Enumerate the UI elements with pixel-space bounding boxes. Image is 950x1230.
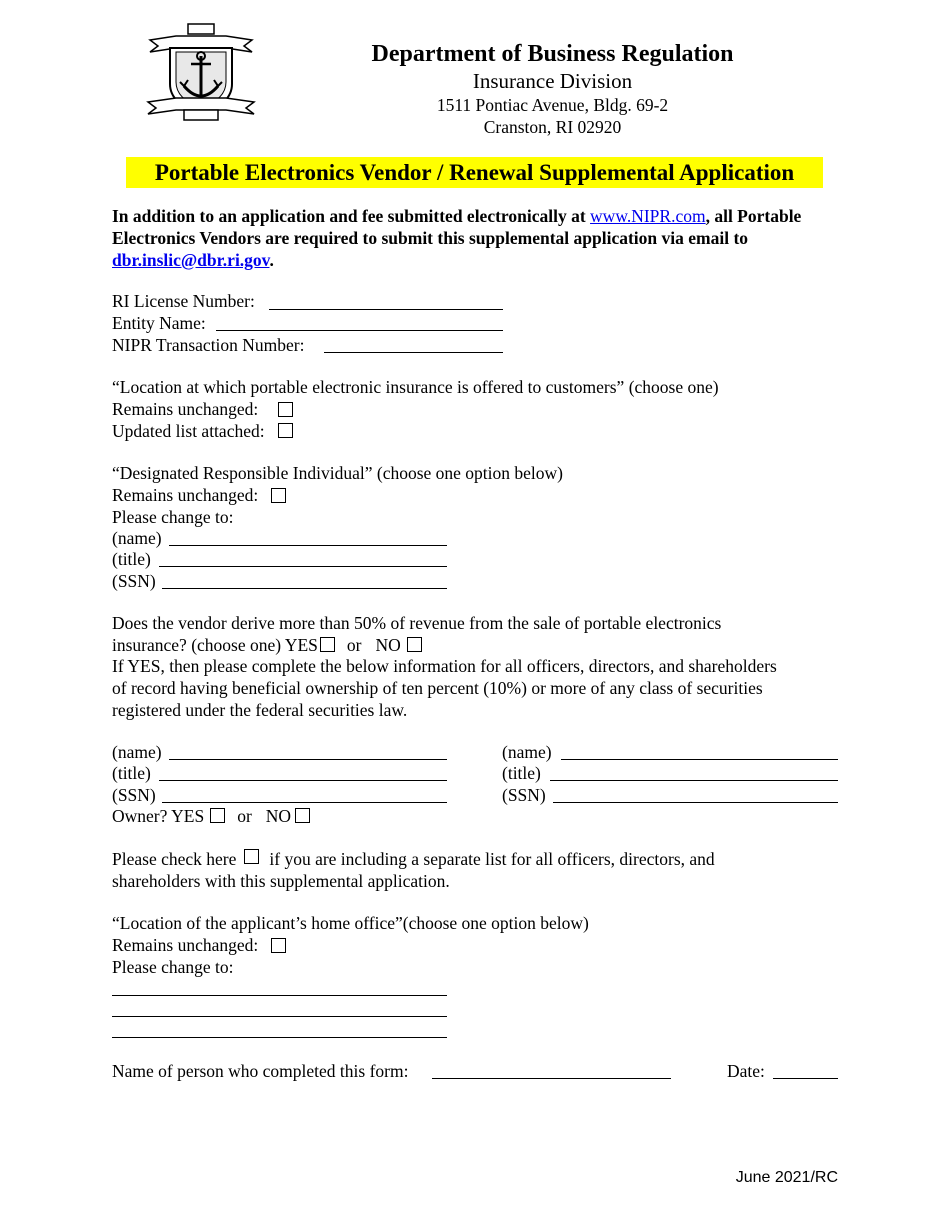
home-office-question: “Location of the applicant’s home office”(choose one option below) (112, 913, 589, 933)
intro-text-1: In addition to an application and fee submitted electronically at (112, 206, 591, 226)
license-number-label: RI License Number: (112, 291, 255, 311)
separate-list-text-2: if you are including a separate list for all officers, directors, and (269, 849, 715, 869)
intro-text-3: . (269, 250, 274, 270)
dri-title-field[interactable] (159, 566, 447, 567)
dri-unchanged-label: Remains unchanged: (112, 485, 259, 505)
location-unchanged-checkbox[interactable] (278, 402, 293, 417)
completed-by-field[interactable] (432, 1078, 671, 1079)
department-name: Department of Business Regulation (371, 41, 734, 67)
address-line-2: Cranston, RI 02920 (483, 117, 622, 137)
intro-text-2: , all Portable Electronics Vendors are required to submit this supplemental application via email to (112, 206, 802, 248)
nipr-link[interactable]: www.NIPR.com (590, 206, 706, 226)
nipr-transaction-label: NIPR Transaction Number: (112, 335, 305, 355)
home-office-unchanged-checkbox[interactable] (271, 938, 286, 953)
officer1-name-label: (name) (112, 742, 162, 762)
officer1-ssn-field[interactable] (162, 802, 447, 803)
owner-yes-label: Owner? YES (112, 806, 205, 826)
dri-name-field[interactable] (169, 545, 447, 546)
location-updated-label: Updated list attached: (112, 421, 265, 441)
revenue-question-line2 (112, 634, 422, 656)
if-yes-line3: registered under the federal securities law. (112, 700, 408, 720)
email-link[interactable]: dbr.inslic@dbr.ri.gov (112, 250, 270, 270)
owner-question (112, 805, 310, 827)
dri-name-label: (name) (112, 528, 162, 548)
if-yes-line2: of record having beneficial ownership of ten percent (10%) or more of any class of securities (112, 678, 763, 698)
dri-question: “Designated Responsible Individual” (choose one option below) (112, 463, 564, 483)
separate-list-line2: shareholders with this supplemental application. (112, 871, 450, 891)
intro-paragraph (112, 205, 832, 271)
owner-or-label: or (237, 806, 252, 826)
address-line-1: 1511 Pontiac Avenue, Bldg. 69-2 (436, 95, 669, 115)
officer2-ssn-label: (SSN) (502, 785, 546, 805)
officer2-title-label: (title) (502, 763, 541, 783)
dri-ssn-field[interactable] (162, 588, 447, 589)
revenue-yes-label: insurance? (choose one) YES (112, 635, 318, 655)
officer1-ssn-label: (SSN) (112, 785, 156, 805)
officer2-title-field[interactable] (550, 780, 838, 781)
owner-no-checkbox[interactable] (295, 808, 310, 823)
separate-list-checkbox[interactable] (244, 849, 259, 864)
dri-ssn-label: (SSN) (112, 571, 156, 591)
home-office-change-label: Please change to: (112, 957, 234, 977)
home-office-unchanged-label: Remains unchanged: (112, 935, 259, 955)
rhode-island-seal-logo (146, 22, 256, 122)
revenue-question-line1: Does the vendor derive more than 50% of revenue from the sale of portable electronics (112, 613, 722, 633)
location-updated-checkbox[interactable] (278, 423, 293, 438)
officer1-title-label: (title) (112, 763, 151, 783)
entity-name-label: Entity Name: (112, 313, 206, 333)
revenue-no-label: NO (375, 635, 401, 655)
owner-no-label: NO (265, 806, 292, 826)
division-name: Insurance Division (472, 69, 633, 93)
license-number-field[interactable] (269, 309, 503, 310)
revenue-no-checkbox[interactable] (407, 637, 422, 652)
officer2-name-label: (name) (502, 742, 552, 762)
location-question: “Location at which portable electronic insurance is offered to customers” (choose one) (112, 377, 719, 397)
date-field[interactable] (773, 1078, 838, 1079)
officer2-ssn-field[interactable] (553, 802, 838, 803)
completed-by-label: Name of person who completed this form: (112, 1061, 409, 1081)
home-office-address-line1[interactable] (112, 995, 447, 996)
entity-name-field[interactable] (216, 330, 503, 331)
date-label: Date: (727, 1061, 765, 1081)
officer1-title-field[interactable] (159, 780, 447, 781)
footer-revision: June 2021/RC (735, 1169, 838, 1186)
home-office-address-line3[interactable] (112, 1037, 447, 1038)
home-office-address-line2[interactable] (112, 1016, 447, 1017)
separate-list-line1 (112, 848, 715, 870)
nipr-transaction-field[interactable] (324, 352, 503, 353)
if-yes-line1: If YES, then please complete the below information for all officers, directors, and shareholders (112, 656, 777, 676)
owner-yes-checkbox[interactable] (210, 808, 225, 823)
revenue-or-label: or (346, 635, 362, 655)
dri-unchanged-checkbox[interactable] (271, 488, 286, 503)
officer2-name-field[interactable] (561, 759, 838, 760)
separate-list-text-1: Please check here (112, 849, 237, 869)
dri-change-label: Please change to: (112, 507, 234, 527)
dri-title-label: (title) (112, 549, 151, 569)
location-unchanged-label: Remains unchanged: (112, 399, 259, 419)
revenue-yes-checkbox[interactable] (320, 637, 335, 652)
form-title: Portable Electronics Vendor / Renewal Supplemental Application (126, 157, 823, 188)
officer1-name-field[interactable] (169, 759, 447, 760)
